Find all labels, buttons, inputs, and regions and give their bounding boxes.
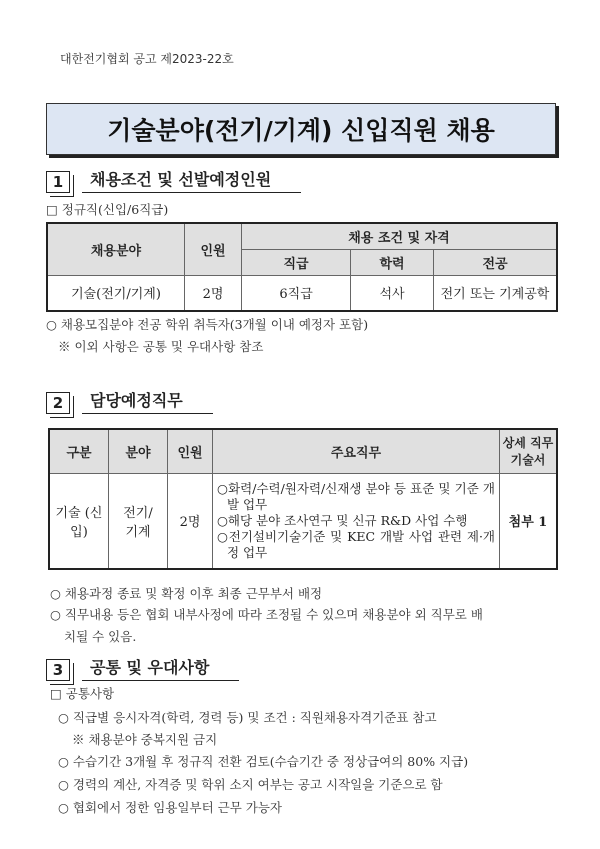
header-category: 구분 — [49, 429, 109, 473]
section-title: 채용조건 및 선발예정인원 — [82, 167, 301, 193]
duty-item: ○해당 분야 조사연구 및 신규 R&D 사업 수행 — [217, 512, 468, 528]
header-count: 인원 — [185, 223, 242, 275]
header-field: 분야 — [109, 429, 168, 473]
page-title: 기술분야(전기/기계) 신입직원 채용 — [46, 103, 556, 155]
list-item: ○ 직급별 응시자격(학력, 경력 등) 및 조건 : 직원채용자격기준표 참고 — [58, 710, 437, 725]
cell-field: 기술(전기/기계) — [47, 275, 185, 311]
section-title: 담당예정직무 — [82, 388, 213, 414]
note: ※ 이외 사항은 공통 및 우대사항 참조 — [58, 339, 264, 354]
recruitment-table — [46, 222, 558, 312]
cell-field: 전기/ 기계 — [109, 473, 168, 569]
duties-table — [48, 428, 558, 570]
table-row — [49, 473, 557, 569]
header-count: 인원 — [168, 429, 213, 473]
cell-count: 2명 — [168, 473, 213, 569]
subheading: □ 공통사항 — [50, 686, 115, 701]
header-education: 학력 — [351, 249, 434, 275]
section-1-heading — [46, 167, 301, 193]
list-item: ※ 채용분야 중복지원 금지 — [72, 732, 218, 747]
subheading: □ 정규직(신입/6직급) — [46, 202, 169, 217]
list-item: ○ 수습기간 3개월 후 정규직 전환 검토(수습기간 중 정상급여의 80% 지급) — [58, 754, 469, 769]
cell-detail: 첨부 1 — [500, 473, 558, 569]
duty-item: ○전기설비기술기준 및 KEC 개발 사업 관련 제·개정 업무 — [217, 528, 495, 560]
section-number: 1 — [46, 171, 70, 193]
table-row — [47, 275, 557, 311]
section-number: 3 — [46, 659, 70, 681]
header-grade: 직급 — [242, 249, 351, 275]
header-major: 전공 — [434, 249, 558, 275]
cell-education: 석사 — [351, 275, 434, 311]
bullet: ○ 채용모집분야 전공 학위 취득자(3개월 이내 예정자 포함) — [46, 317, 369, 332]
list-item: ○ 협회에서 정한 임용일부터 근무 가능자 — [58, 800, 282, 815]
header-conditions: 채용 조건 및 자격 — [242, 223, 558, 249]
header-detail: 상세 직무기술서 — [500, 429, 558, 473]
bullet: ○ 직무내용 등은 협회 내부사정에 따라 조정될 수 있으며 채용분야 외 직무로 배치될 수 있음. — [50, 607, 483, 644]
section-title: 공통 및 우대사항 — [82, 655, 239, 681]
header-duties: 주요직무 — [213, 429, 500, 473]
cell-category: 기술 (신입) — [49, 473, 109, 569]
cell-duties — [213, 473, 500, 569]
duty-item: ○화력/수력/원자력/신재생 분야 등 표준 및 기준 개발 업무 — [217, 480, 495, 512]
cell-count: 2명 — [185, 275, 242, 311]
cell-major: 전기 또는 기계공학 — [434, 275, 558, 311]
section-3-heading — [46, 655, 239, 681]
notice-number: 대한전기협회 공고 제2023-22호 — [60, 52, 234, 66]
cell-grade: 6직급 — [242, 275, 351, 311]
header-field: 채용분야 — [47, 223, 185, 275]
bullet: ○ 채용과정 종료 및 확정 이후 최종 근무부서 배정 — [50, 586, 323, 601]
list-item: ○ 경력의 계산, 자격증 및 학위 소지 여부는 공고 시작일을 기준으로 함 — [58, 777, 443, 792]
section-2-heading — [46, 388, 213, 414]
section-number: 2 — [46, 392, 70, 414]
